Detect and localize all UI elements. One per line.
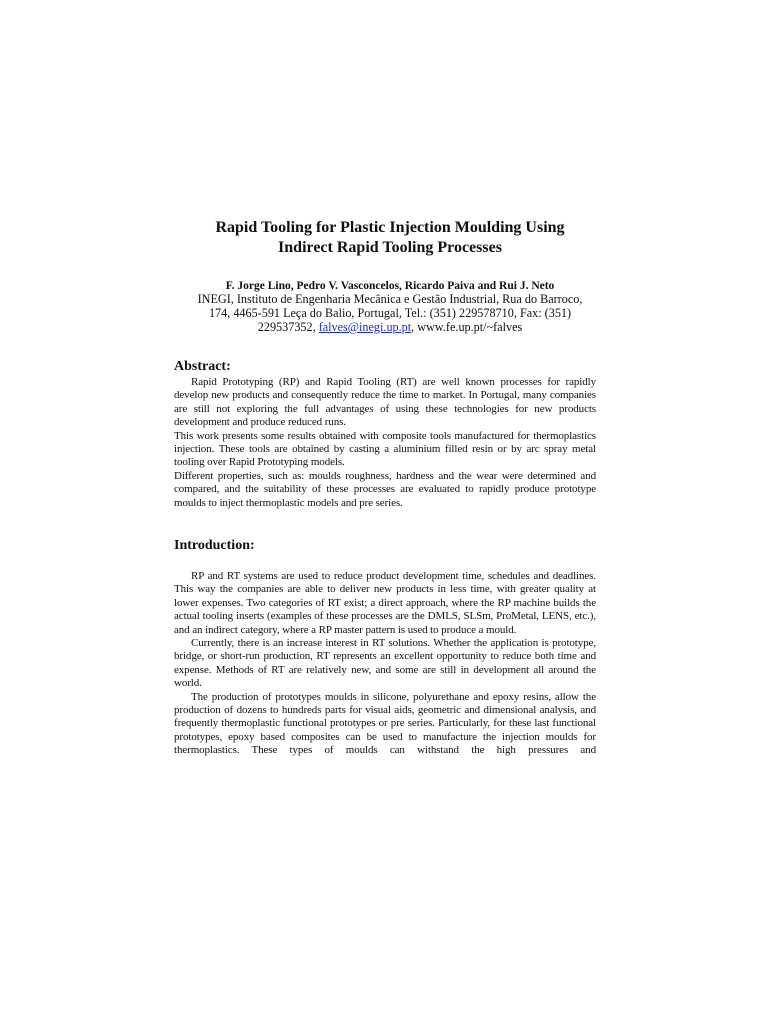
- abstract-heading: Abstract:: [174, 359, 231, 374]
- affiliation-line-2: 174, 4465-591 Leça do Balio, Portugal, Tel.: (351) 229578710, Fax: (351): [208, 306, 572, 320]
- introduction-paragraph-2: Currently, there is an increase interest in RT solutions. Whether the application is prototype, bridge, or short-run production, RT represents an excellent opportunity to reduce both time and expense. Methods of RT are relatively new, and some are still in development all around the world.: [174, 637, 596, 690]
- phone-fax: 229537352,: [257, 320, 319, 334]
- author-list: F. Jorge Lino, Pedro V. Vasconcelos, Ricardo Paiva and Rui J. Neto: [225, 280, 555, 292]
- introduction-body: [174, 570, 596, 758]
- affiliation: [170, 292, 610, 334]
- abstract-body: [174, 376, 596, 510]
- website: , www.fe.up.pt/~falves: [411, 320, 523, 334]
- abstract-paragraph-2: This work presents some results obtained with composite tools manufactured for thermoplastics injection. These tools are obtained by casting a aluminium filled resin or by arc spray metal tooling over Rapid Prototyping models.: [174, 429, 596, 469]
- email-link[interactable]: falves@inegi.up.pt: [318, 320, 412, 334]
- paper-title: [170, 218, 610, 258]
- affiliation-line-3: [170, 320, 610, 334]
- introduction-paragraph-3: The production of prototypes moulds in silicone, polyurethane and epoxy resins, allow the production of dozens to hundreds parts for visual aids, geometric and dimensional analysis, and frequently thermoplastic functional prototypes or pre series. Particularly, for these last functional prototypes, epoxy based composites can be used to manufacture the injection moulds for thermoplastics. These types of moulds can withstand the high pressures and: [174, 690, 596, 757]
- affiliation-line-1: INEGI, Instituto de Engenharia Mecânica e Gestão Industrial, Rua do Barroco,: [197, 292, 583, 306]
- introduction-heading: Introduction:: [174, 538, 255, 553]
- introduction-paragraph-1: RP and RT systems are used to reduce product development time, schedules and deadlines. This way the companies are able to deliver new products in less time, with greater quality at lower expenses. Two categories of RT exist; a direct approach, where the RP machine builds the actual tooling inserts (examples of these processes are the DMLS, SLSm, ProMetal, LENS, etc.), and an indirect category, where a RP master pattern is used to produce a mould.: [174, 570, 596, 636]
- abstract-paragraph-3: Different properties, such as: moulds roughness, hardness and the wear were determined and compared, and the suitability of these processes are evaluated to rapidly produce prototype moulds to inject thermoplastic models and pre series.: [174, 469, 596, 509]
- paper-title-line-1: Rapid Tooling for Plastic Injection Moulding Using: [215, 219, 565, 236]
- paper-title-line-2: Indirect Rapid Tooling Processes: [278, 239, 502, 256]
- abstract-paragraph-1: Rapid Prototyping (RP) and Rapid Tooling (RT) are well known processes for rapidly develop new products and consequently reduce the time to market. In Portugal, many companies are still not exploring the full advantages of using these technologies for new products development and produce reduced runs.: [174, 376, 596, 429]
